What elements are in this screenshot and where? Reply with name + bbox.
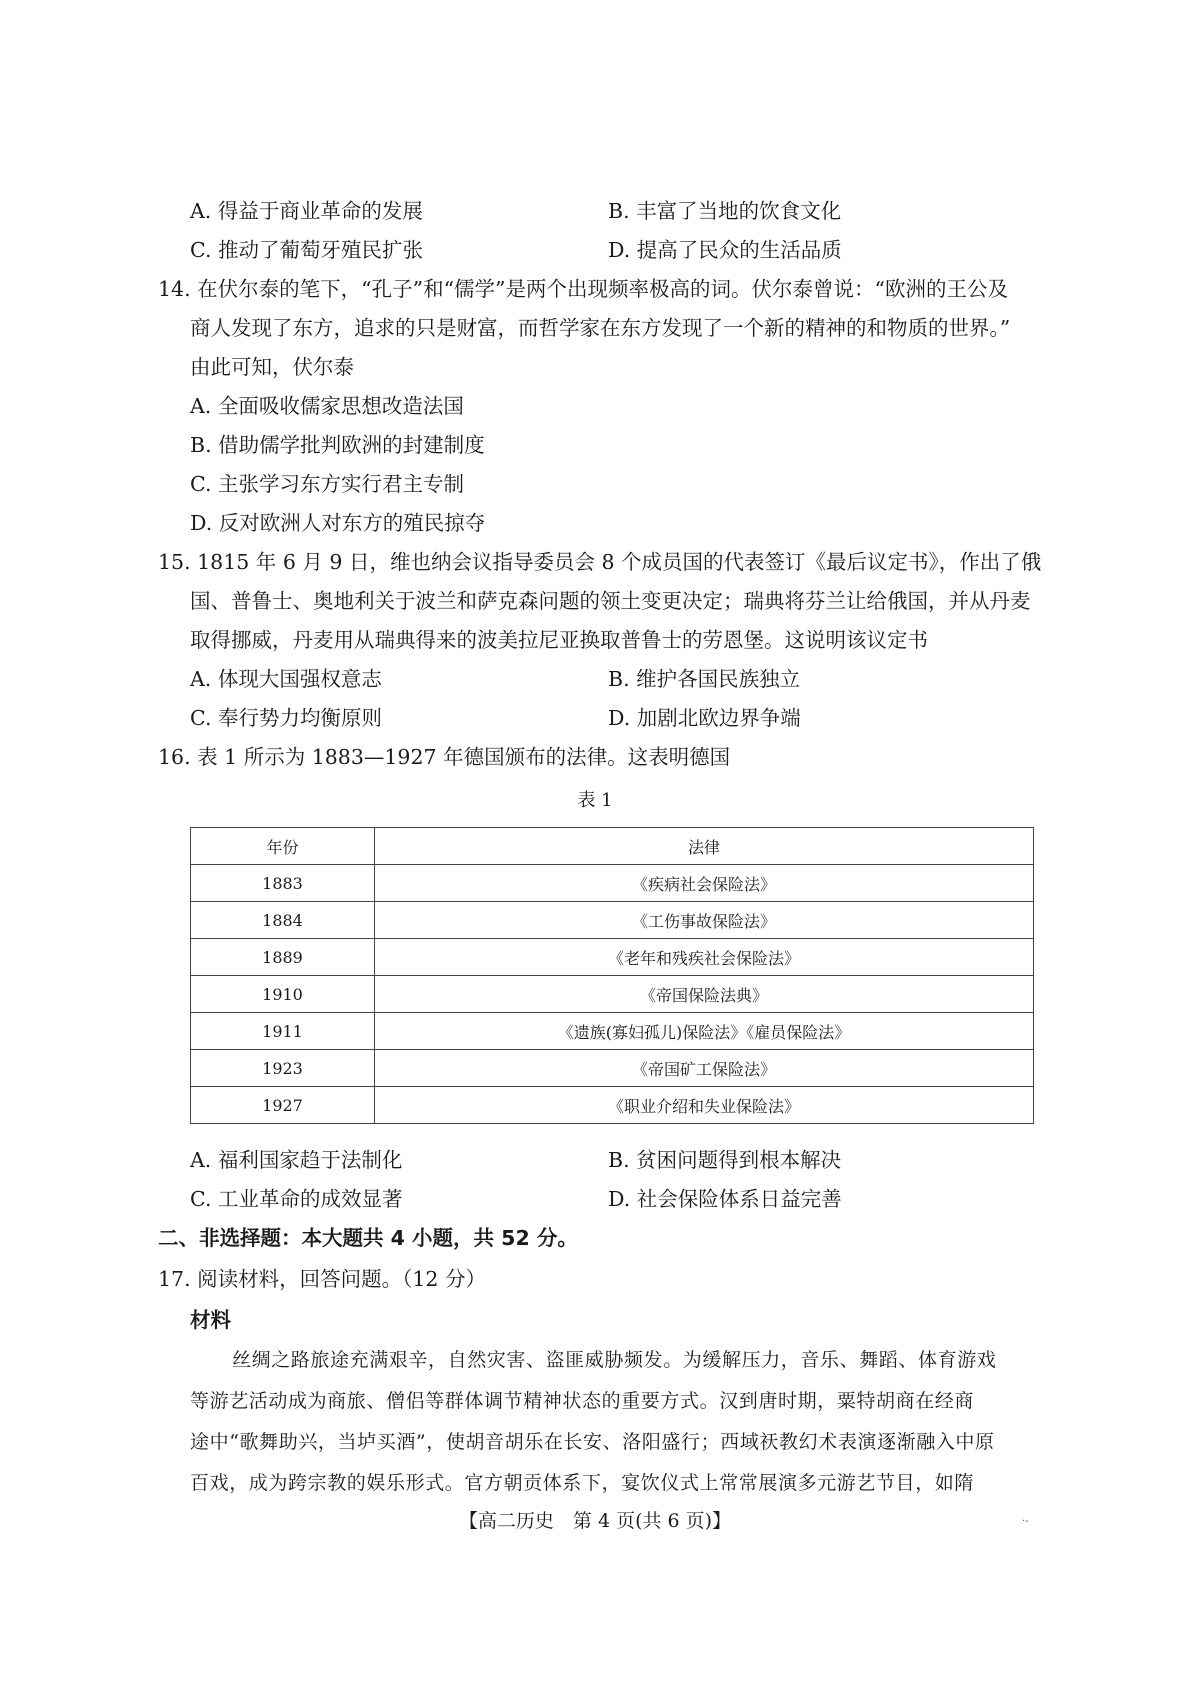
q14-stem-line-2: 商人发现了东方，追求的只是财富，而哲学家在东方发现了一个新的精神的和物质的世界。” [190,316,1011,340]
material-line-4: 百戏，成为跨宗教的娱乐形式。官方朝贡体系下，宴饮仪式上常常展演多元游艺节目，如隋 [190,1472,975,1494]
table-cell-year: 1889 [191,939,375,976]
table-cell-year: 1884 [191,902,375,939]
q13-option-d: D. 提高了民众的生活品质 [608,238,842,262]
table-row [191,1013,1034,1050]
table-header-law: 法律 [375,828,1034,865]
table-cell-law: 《老年和残疾社会保险法》 [375,939,1034,976]
table-row [191,939,1034,976]
table-row [191,976,1034,1013]
table-cell-year: 1911 [191,1013,375,1050]
table-row [191,1050,1034,1087]
table-header-year: 年份 [191,828,375,865]
q15-option-d: D. 加剧北欧边界争端 [608,706,801,730]
table-row [191,865,1034,902]
table-cell-law: 《工伤事故保险法》 [375,902,1034,939]
material-line-2: 等游艺活动成为商旅、僧侣等群体调节精神状态的重要方式。汉到唐时期，粟特胡商在经商 [190,1390,975,1412]
table-cell-law: 《遗族(寡妇孤儿)保险法》《雇员保险法》 [375,1013,1034,1050]
q14-option-b: B. 借助儒学批判欧洲的封建制度 [190,433,485,457]
q15-stem-line-3: 取得挪威，丹麦用从瑞典得来的波美拉尼亚换取普鲁士的劳恩堡。这说明该议定书 [190,628,928,652]
page-footer: 【高二历史 第 4 页(共 6 页)】 [458,1510,732,1532]
q17-stem: 17. 阅读材料，回答问题。（12 分） [158,1267,486,1291]
material-line-3: 途中“歌舞助兴，当垆买酒”，使胡音胡乐在长安、洛阳盛行；西域祆教幻术表演逐渐融入中原 [190,1431,995,1453]
q15-option-a: A. 体现大国强权意志 [190,667,382,691]
table-row [191,902,1034,939]
q15-option-c: C. 奉行势力均衡原则 [190,706,382,730]
material-line-1: 丝绸之路旅途充满艰辛，自然灾害、盗匪威胁频发。为缓解压力，音乐、舞蹈、体育游戏 [232,1349,997,1371]
q16-option-a: A. 福利国家趋于法制化 [190,1148,403,1172]
material-label: 材料 [190,1308,231,1332]
q13-option-c: C. 推动了葡萄牙殖民扩张 [190,238,423,262]
section-heading: 二、非选择题：本大题共 4 小题，共 52 分。 [158,1226,578,1250]
q16-option-c: C. 工业革命的成效显著 [190,1187,403,1211]
corner-mark: ·- [1022,1516,1029,1527]
table-header-row [191,828,1034,865]
q16-option-d: D. 社会保险体系日益完善 [608,1187,842,1211]
q14-option-c: C. 主张学习东方实行君主专制 [190,472,464,496]
q13-option-b: B. 丰富了当地的饮食文化 [608,199,842,223]
q14-option-d: D. 反对欧洲人对东方的殖民掠夺 [190,511,486,535]
table-cell-year: 1910 [191,976,375,1013]
q15-stem-line-2: 国、普鲁士、奥地利关于波兰和萨克森问题的领土变更决定；瑞典将芬兰让给俄国，并从丹麦 [190,589,1031,613]
q14-option-a: A. 全面吸收儒家思想改造法国 [190,394,464,418]
q14-stem-line-1: 14. 在伏尔泰的笔下，“孔子”和“儒学”是两个出现频率极高的词。伏尔泰曾说：“欧洲的王公及 [158,277,1009,301]
table-cell-law: 《职业介绍和失业保险法》 [375,1087,1034,1124]
q13-option-a: A. 得益于商业革命的发展 [190,199,423,223]
table-cell-law: 《疾病社会保险法》 [375,865,1034,902]
q14-stem-line-3: 由此可知，伏尔泰 [190,355,354,379]
q16-stem: 16. 表 1 所示为 1883—1927 年德国颁布的法律。这表明德国 [158,745,731,769]
table-row [191,1087,1034,1124]
table-cell-law: 《帝国保险法典》 [375,976,1034,1013]
table-cell-year: 1883 [191,865,375,902]
q16-option-b: B. 贫困问题得到根本解决 [608,1148,842,1172]
q15-stem-line-1: 15. 1815 年 6 月 9 日，维也纳会议指导委员会 8 个成员国的代表签订《最后议定书》，作出了俄 [158,550,1042,574]
table-cell-year: 1927 [191,1087,375,1124]
law-table [190,827,1034,1124]
table-cell-year: 1923 [191,1050,375,1087]
table-caption: 表 1 [577,790,613,811]
q15-option-b: B. 维护各国民族独立 [608,667,801,691]
table-cell-law: 《帝国矿工保险法》 [375,1050,1034,1087]
